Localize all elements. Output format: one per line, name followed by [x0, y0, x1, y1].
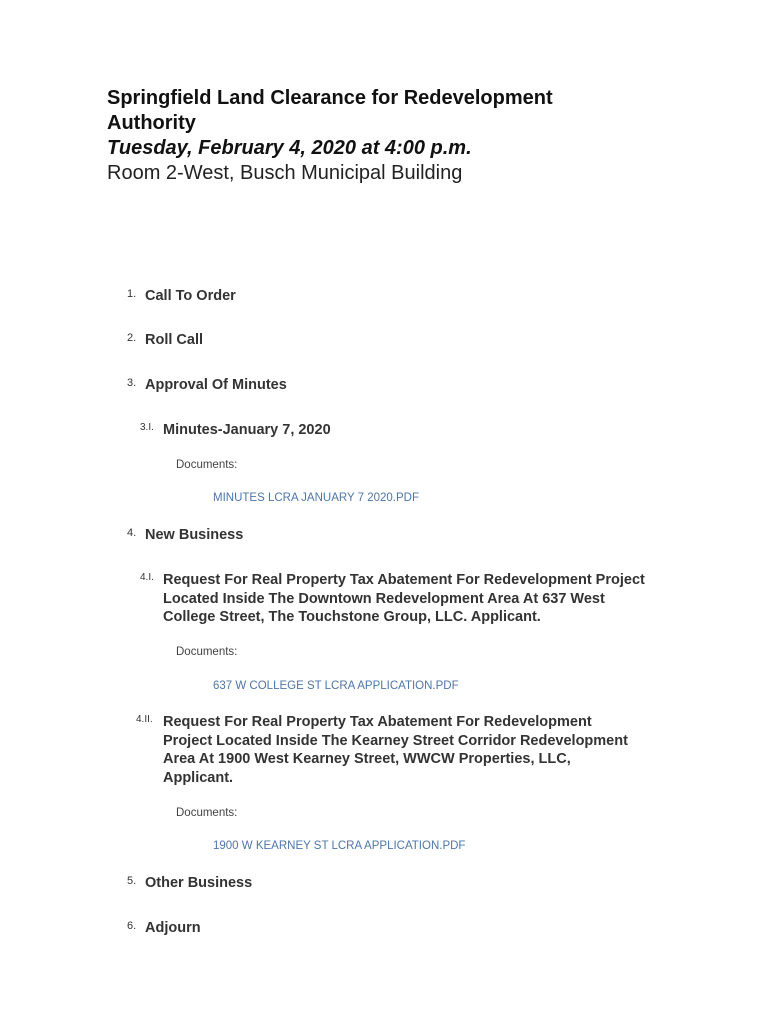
meeting-location: Room 2-West, Busch Municipal Building	[107, 162, 463, 184]
item-label: Approval Of Minutes	[145, 377, 287, 393]
subitem-label: Request For Real Property Tax Abatement For Redevelopment Project Located Inside The Downtown Redevelopment Area At 637 West College Street, The Touchstone Group, LLC. Applicant.	[163, 572, 645, 625]
subitem-label: Request For Real Property Tax Abatement For Redevelopment Project Located Inside The Kearney Street Corridor Redevelopment Area At 1900 West Kearney Street, WWCW Properties, LLC, Applicant.	[163, 714, 628, 786]
item-label: Roll Call	[145, 332, 204, 348]
agenda-header	[107, 86, 627, 186]
item-label: New Business	[145, 527, 244, 543]
item-label: Adjourn	[145, 920, 201, 936]
item-label: Call To Order	[145, 288, 236, 304]
item-number: 1.	[127, 288, 137, 300]
subitem-label: Minutes-January 7, 2020	[163, 422, 331, 438]
page-title: Springfield Land Clearance for Redevelopment Authority	[107, 87, 553, 134]
documents-label: Documents:	[176, 646, 238, 658]
item-number: 5.	[127, 875, 137, 887]
item-number: 4.	[127, 527, 137, 539]
subitem-number: 4.II.	[136, 714, 153, 725]
subitem-number: 4.I.	[140, 572, 154, 583]
document-link-637-w-college[interactable]: 637 W COLLEGE ST LCRA APPLICATION.PDF	[213, 680, 459, 692]
item-number: 2.	[127, 332, 137, 344]
documents-label: Documents:	[176, 459, 238, 471]
meeting-datetime: Tuesday, February 4, 2020 at 4:00 p.m.	[107, 137, 472, 159]
document-link-minutes-jan-7[interactable]: MINUTES LCRA JANUARY 7 2020.PDF	[213, 492, 420, 504]
subitem-number: 3.I.	[140, 422, 154, 433]
item-number: 3.	[127, 377, 137, 389]
document-link-1900-w-kearney[interactable]: 1900 W KEARNEY ST LCRA APPLICATION.PDF	[213, 840, 466, 852]
documents-label: Documents:	[176, 807, 238, 819]
item-label: Other Business	[145, 875, 253, 891]
item-number: 6.	[127, 920, 137, 932]
